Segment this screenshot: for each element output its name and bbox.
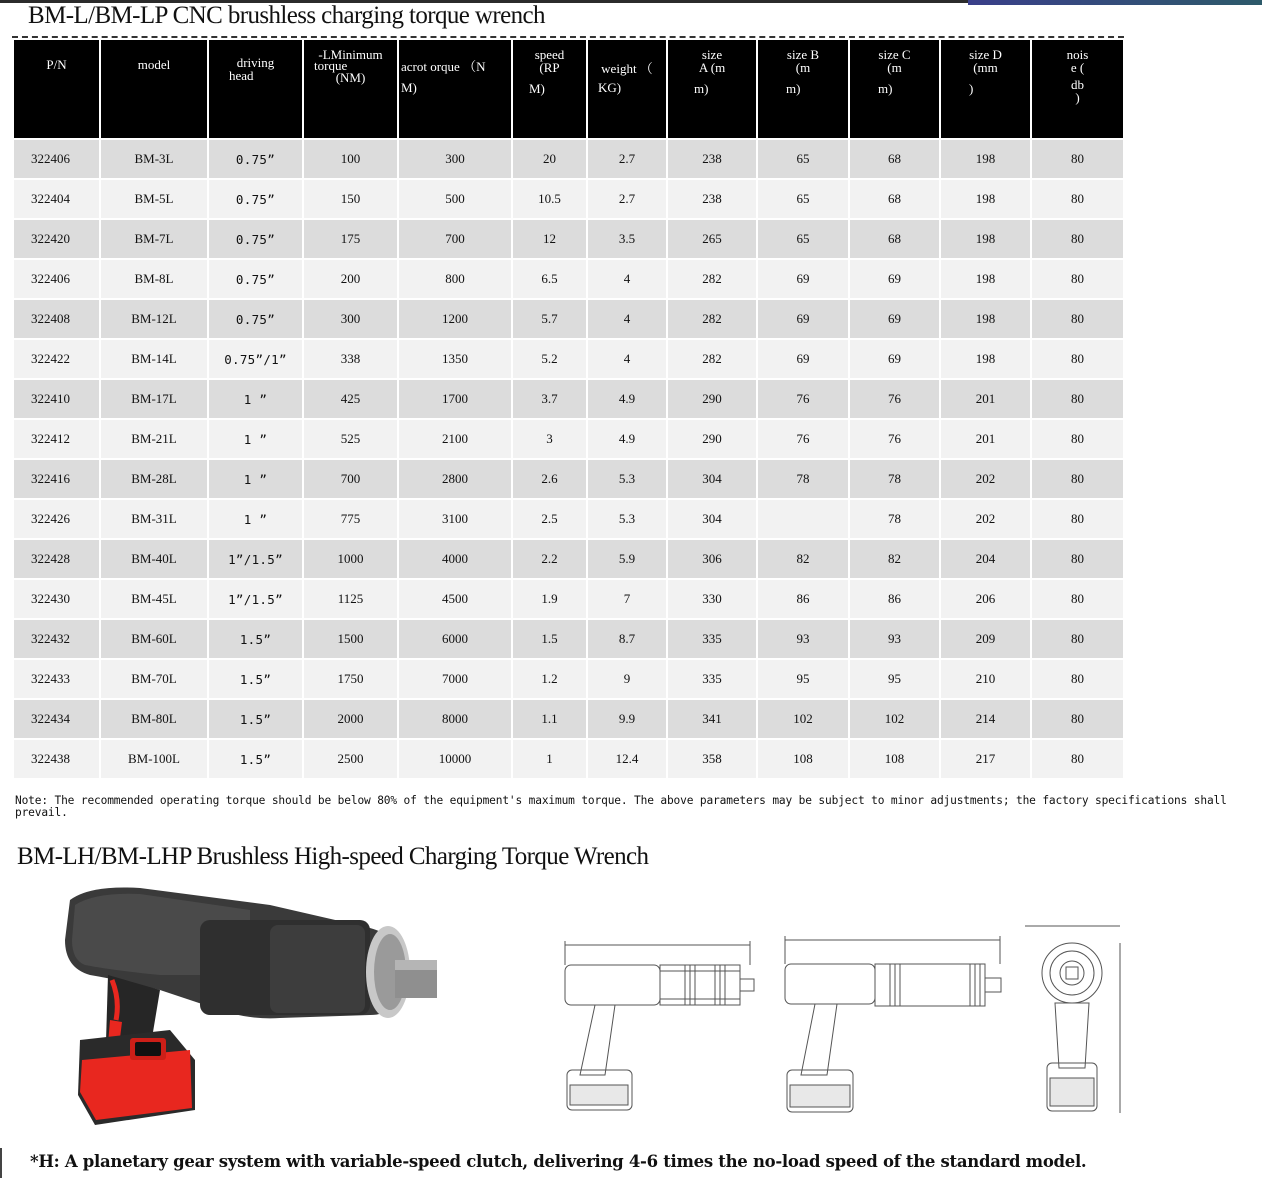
cell-speed: 3 <box>512 419 587 459</box>
cell-driving-head: 0.75” <box>208 259 303 299</box>
table-row <box>14 499 1124 539</box>
cell-size-d: 217 <box>940 739 1031 778</box>
parameters-note: Note: The recommended operating torque should be below 80% of the equipment's maximum torque. The above parameters may be subject to minor adjustments; the factory specifications shall prevail. <box>15 794 1227 819</box>
cell-size-b: 95 <box>757 659 849 699</box>
cell-weight: 7 <box>587 579 667 619</box>
cell-size-b: 69 <box>757 259 849 299</box>
cell-size-b: 82 <box>757 539 849 579</box>
cell-size-b: 102 <box>757 699 849 739</box>
cell-max-torque: 800 <box>398 259 512 299</box>
cell-noise: 80 <box>1031 699 1124 739</box>
cell-weight: 5.3 <box>587 459 667 499</box>
cell-size-d: 201 <box>940 419 1031 459</box>
cell-size-d: 201 <box>940 379 1031 419</box>
cell-speed: 2.2 <box>512 539 587 579</box>
cell-min-torque: 100 <box>303 139 398 179</box>
cell-pn: 322406 <box>14 139 100 179</box>
cell-min-torque: 425 <box>303 379 398 419</box>
cell-weight: 5.9 <box>587 539 667 579</box>
cell-size-c: 76 <box>849 379 940 419</box>
cell-model: BM-21L <box>100 419 208 459</box>
header-size-d: size D (mm ) <box>940 40 1031 139</box>
cell-size-b: 76 <box>757 379 849 419</box>
cell-max-torque: 10000 <box>398 739 512 778</box>
cell-min-torque: 1500 <box>303 619 398 659</box>
cell-speed: 1.1 <box>512 699 587 739</box>
table-row <box>14 419 1124 459</box>
cell-pn: 322408 <box>14 299 100 339</box>
cell-speed: 2.6 <box>512 459 587 499</box>
cell-size-b: 65 <box>757 179 849 219</box>
cell-size-d: 198 <box>940 219 1031 259</box>
cell-noise: 80 <box>1031 539 1124 579</box>
cell-pn: 322426 <box>14 499 100 539</box>
cell-size-c: 108 <box>849 739 940 778</box>
cell-size-b: 78 <box>757 459 849 499</box>
cell-max-torque: 6000 <box>398 619 512 659</box>
cell-size-c: 86 <box>849 579 940 619</box>
cell-model: BM-70L <box>100 659 208 699</box>
front-view-drawing <box>1015 918 1130 1118</box>
cell-max-torque: 700 <box>398 219 512 259</box>
cell-driving-head: 1.5” <box>208 699 303 739</box>
cell-model: BM-28L <box>100 459 208 499</box>
cell-weight: 4 <box>587 259 667 299</box>
cell-noise: 80 <box>1031 379 1124 419</box>
cell-noise: 80 <box>1031 499 1124 539</box>
cell-speed: 6.5 <box>512 259 587 299</box>
cell-noise: 80 <box>1031 579 1124 619</box>
cell-max-torque: 300 <box>398 139 512 179</box>
cell-size-a: 238 <box>667 179 757 219</box>
cell-noise: 80 <box>1031 179 1124 219</box>
cell-size-d: 204 <box>940 539 1031 579</box>
cell-size-a: 282 <box>667 339 757 379</box>
cell-speed: 1.5 <box>512 619 587 659</box>
cell-pn: 322428 <box>14 539 100 579</box>
cell-size-b: 76 <box>757 419 849 459</box>
cell-pn: 322422 <box>14 339 100 379</box>
cell-speed: 5.2 <box>512 339 587 379</box>
table-row <box>14 659 1124 699</box>
table-row <box>14 619 1124 659</box>
left-edge-marker <box>0 1148 2 1178</box>
cell-model: BM-14L <box>100 339 208 379</box>
header-noise: nois e ( db ) <box>1031 40 1124 139</box>
section-title-bm-l: BM-L/BM-LP CNC brushless charging torque wrench <box>28 2 545 29</box>
table-row <box>14 299 1124 339</box>
cell-speed: 1.9 <box>512 579 587 619</box>
cell-model: BM-45L <box>100 579 208 619</box>
cell-model: BM-3L <box>100 139 208 179</box>
cell-size-a: 358 <box>667 739 757 778</box>
cell-size-c: 76 <box>849 419 940 459</box>
table-row <box>14 339 1124 379</box>
table-row <box>14 139 1124 179</box>
cell-max-torque: 1700 <box>398 379 512 419</box>
cell-size-b: 93 <box>757 619 849 659</box>
title-dashed-divider <box>12 36 1124 38</box>
cell-min-torque: 200 <box>303 259 398 299</box>
cell-pn: 322412 <box>14 419 100 459</box>
section-title-bm-lh: BM-LH/BM-LHP Brushless High-speed Charging Torque Wrench <box>17 843 649 870</box>
cell-noise: 80 <box>1031 339 1124 379</box>
cell-driving-head: 0.75” <box>208 219 303 259</box>
cell-max-torque: 4500 <box>398 579 512 619</box>
cell-max-torque: 3100 <box>398 499 512 539</box>
cell-speed: 5.7 <box>512 299 587 339</box>
cell-max-torque: 7000 <box>398 659 512 699</box>
cell-driving-head: 1 ” <box>208 379 303 419</box>
cell-weight: 12.4 <box>587 739 667 778</box>
cell-min-torque: 2000 <box>303 699 398 739</box>
cell-min-torque: 338 <box>303 339 398 379</box>
cell-driving-head: 0.75”/1” <box>208 339 303 379</box>
cell-min-torque: 175 <box>303 219 398 259</box>
cell-size-a: 290 <box>667 379 757 419</box>
cell-pn: 322434 <box>14 699 100 739</box>
cell-max-torque: 8000 <box>398 699 512 739</box>
table-row <box>14 379 1124 419</box>
cell-model: BM-31L <box>100 499 208 539</box>
cell-size-d: 198 <box>940 299 1031 339</box>
cell-driving-head: 0.75” <box>208 179 303 219</box>
cell-weight: 9 <box>587 659 667 699</box>
header-size-b: size B (m m) <box>757 40 849 139</box>
cell-max-torque: 1200 <box>398 299 512 339</box>
cell-model: BM-17L <box>100 379 208 419</box>
table-header-row <box>14 40 1124 139</box>
table-row <box>14 579 1124 619</box>
cell-size-c: 78 <box>849 499 940 539</box>
torque-wrench-product-image <box>50 880 450 1130</box>
cell-min-torque: 300 <box>303 299 398 339</box>
cell-size-c: 68 <box>849 139 940 179</box>
cell-size-b: 69 <box>757 339 849 379</box>
table-row <box>14 259 1124 299</box>
cell-model: BM-8L <box>100 259 208 299</box>
specs-table <box>14 40 1125 778</box>
cell-pn: 322432 <box>14 619 100 659</box>
header-size-a: size A (m m) <box>667 40 757 139</box>
cell-min-torque: 2500 <box>303 739 398 778</box>
cell-driving-head: 0.75” <box>208 299 303 339</box>
cell-driving-head: 1.5” <box>208 739 303 778</box>
header-max-torque: acrot orque （N M) <box>398 40 512 139</box>
specs-table-body <box>14 139 1124 778</box>
cell-max-torque: 4000 <box>398 539 512 579</box>
cell-model: BM-12L <box>100 299 208 339</box>
cell-size-d: 198 <box>940 259 1031 299</box>
cell-size-c: 69 <box>849 259 940 299</box>
cell-speed: 12 <box>512 219 587 259</box>
cell-size-c: 68 <box>849 219 940 259</box>
cell-model: BM-100L <box>100 739 208 778</box>
cell-pn: 322430 <box>14 579 100 619</box>
cell-driving-head: 1 ” <box>208 419 303 459</box>
cell-size-c: 102 <box>849 699 940 739</box>
cell-size-c: 68 <box>849 179 940 219</box>
cell-model: BM-80L <box>100 699 208 739</box>
header-weight: weight （ KG) <box>587 40 667 139</box>
cell-noise: 80 <box>1031 619 1124 659</box>
cell-size-d: 214 <box>940 699 1031 739</box>
cell-size-b: 69 <box>757 299 849 339</box>
cell-weight: 5.3 <box>587 499 667 539</box>
cell-driving-head: 1”/1.5” <box>208 539 303 579</box>
header-speed: speed (RP M) <box>512 40 587 139</box>
side-view-drawing-1 <box>555 935 770 1115</box>
cell-size-a: 304 <box>667 499 757 539</box>
cell-driving-head: 1.5” <box>208 659 303 699</box>
cell-pn: 322420 <box>14 219 100 259</box>
cell-min-torque: 1750 <box>303 659 398 699</box>
cell-noise: 80 <box>1031 659 1124 699</box>
cell-size-b: 108 <box>757 739 849 778</box>
table-row <box>14 739 1124 778</box>
side-view-drawing-2 <box>775 930 1015 1115</box>
cell-driving-head: 1 ” <box>208 499 303 539</box>
cell-noise: 80 <box>1031 219 1124 259</box>
cell-model: BM-60L <box>100 619 208 659</box>
cell-noise: 80 <box>1031 419 1124 459</box>
cell-driving-head: 1 ” <box>208 459 303 499</box>
cell-min-torque: 150 <box>303 179 398 219</box>
header-model: model <box>100 40 208 139</box>
cell-driving-head: 0.75” <box>208 139 303 179</box>
cell-pn: 322404 <box>14 179 100 219</box>
header-size-c: size C (m m) <box>849 40 940 139</box>
cell-size-d: 198 <box>940 179 1031 219</box>
cell-max-torque: 500 <box>398 179 512 219</box>
cell-weight: 4 <box>587 299 667 339</box>
header-driving-head: driving head <box>208 40 303 139</box>
cell-noise: 80 <box>1031 459 1124 499</box>
cell-weight: 4 <box>587 339 667 379</box>
top-accent-bar <box>968 0 1262 5</box>
cell-size-a: 265 <box>667 219 757 259</box>
cell-driving-head: 1”/1.5” <box>208 579 303 619</box>
cell-size-d: 202 <box>940 499 1031 539</box>
table-row <box>14 459 1124 499</box>
cell-speed: 10.5 <box>512 179 587 219</box>
cell-size-c: 69 <box>849 299 940 339</box>
cell-max-torque: 1350 <box>398 339 512 379</box>
cell-size-c: 95 <box>849 659 940 699</box>
cell-size-a: 341 <box>667 699 757 739</box>
cell-min-torque: 775 <box>303 499 398 539</box>
cell-weight: 2.7 <box>587 179 667 219</box>
table-row <box>14 699 1124 739</box>
cell-noise: 80 <box>1031 139 1124 179</box>
cell-noise: 80 <box>1031 299 1124 339</box>
cell-weight: 2.7 <box>587 139 667 179</box>
table-row <box>14 539 1124 579</box>
cell-size-b <box>757 499 849 539</box>
cell-size-c: 69 <box>849 339 940 379</box>
cell-noise: 80 <box>1031 739 1124 778</box>
cell-size-d: 210 <box>940 659 1031 699</box>
cell-size-a: 335 <box>667 659 757 699</box>
cell-noise: 80 <box>1031 259 1124 299</box>
cell-speed: 1 <box>512 739 587 778</box>
cell-speed: 1.2 <box>512 659 587 699</box>
cell-size-d: 198 <box>940 139 1031 179</box>
cell-min-torque: 1125 <box>303 579 398 619</box>
cell-pn: 322410 <box>14 379 100 419</box>
cell-pn: 322406 <box>14 259 100 299</box>
cell-size-a: 304 <box>667 459 757 499</box>
cell-speed: 3.7 <box>512 379 587 419</box>
cell-size-a: 282 <box>667 299 757 339</box>
cell-max-torque: 2100 <box>398 419 512 459</box>
cell-pn: 322416 <box>14 459 100 499</box>
cell-size-b: 65 <box>757 219 849 259</box>
cell-size-c: 78 <box>849 459 940 499</box>
cell-pn: 322433 <box>14 659 100 699</box>
cell-weight: 9.9 <box>587 699 667 739</box>
cell-min-torque: 700 <box>303 459 398 499</box>
cell-weight: 8.7 <box>587 619 667 659</box>
header-pn: P/N <box>14 40 100 139</box>
cell-model: BM-7L <box>100 219 208 259</box>
header-min-torque: -LMinimum torque (NM) <box>303 40 398 139</box>
cell-max-torque: 2800 <box>398 459 512 499</box>
cell-size-d: 202 <box>940 459 1031 499</box>
cell-speed: 20 <box>512 139 587 179</box>
cell-size-d: 209 <box>940 619 1031 659</box>
cell-size-c: 82 <box>849 539 940 579</box>
table-row <box>14 219 1124 259</box>
cell-min-torque: 525 <box>303 419 398 459</box>
table-row <box>14 179 1124 219</box>
cell-speed: 2.5 <box>512 499 587 539</box>
cell-weight: 4.9 <box>587 379 667 419</box>
cell-weight: 3.5 <box>587 219 667 259</box>
cell-size-a: 335 <box>667 619 757 659</box>
cell-size-d: 198 <box>940 339 1031 379</box>
cell-size-a: 330 <box>667 579 757 619</box>
cell-size-b: 65 <box>757 139 849 179</box>
cell-weight: 4.9 <box>587 419 667 459</box>
cell-size-c: 93 <box>849 619 940 659</box>
cell-size-a: 290 <box>667 419 757 459</box>
cell-size-a: 306 <box>667 539 757 579</box>
h-model-footnote: *H: A planetary gear system with variable-speed clutch, delivering 4-6 times the no-load speed of the standard model. <box>30 1152 1087 1171</box>
cell-model: BM-5L <box>100 179 208 219</box>
cell-size-a: 238 <box>667 139 757 179</box>
cell-pn: 322438 <box>14 739 100 778</box>
cell-driving-head: 1.5” <box>208 619 303 659</box>
cell-size-d: 206 <box>940 579 1031 619</box>
cell-size-b: 86 <box>757 579 849 619</box>
cell-min-torque: 1000 <box>303 539 398 579</box>
cell-model: BM-40L <box>100 539 208 579</box>
cell-size-a: 282 <box>667 259 757 299</box>
